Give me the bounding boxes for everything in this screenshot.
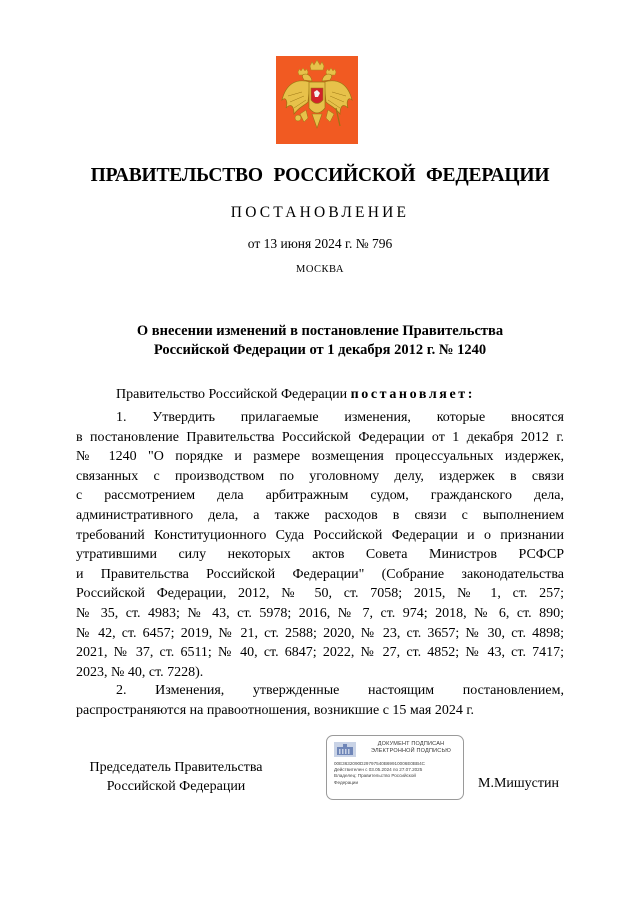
paragraph-line: в постановление Правительства Российской Федерации от 1 декабря 2012 г. <box>76 429 564 445</box>
stamp-title <box>361 741 461 755</box>
paragraph-line: утратившими силу некоторых актов Совета Министров РСФСР <box>76 547 564 563</box>
subject-line: О внесении изменений в постановление Правительства <box>136 323 504 339</box>
resolution-intro <box>116 387 475 403</box>
intro-resolves: постановляет: <box>350 387 475 402</box>
stamp-certificate: 00E3632090D29797540B69910006E0BB4C <box>334 761 425 766</box>
paragraph-line: № 42, ст. 6457; 2019, № 21, ст. 2588; 2020, № 23, ст. 3657; № 30, ст. 4898; <box>76 625 564 641</box>
intro-text: Правительство Российской Федерации <box>116 387 351 402</box>
paragraph-line: 2021, № 37, ст. 6511; № 40, ст. 6847; 2022, № 27, ст. 4852; № 43, ст. 7417; <box>76 645 564 661</box>
paragraph-line: 2023, № 40, ст. 7228). <box>76 664 204 680</box>
paragraph-line: требований Конституционного Суда Российской Федерации и о признании <box>76 527 564 543</box>
signatory-name: М.Мишустин <box>478 776 559 791</box>
paragraph-line: с рассмотрением дела арбитражным судом, гражданского дела, <box>76 488 564 504</box>
stamp-owner: Владелец: Правительство Российской <box>334 773 416 779</box>
stamp-details <box>334 761 460 786</box>
paragraph-2 <box>76 681 564 720</box>
stamp-owner: Федерации <box>334 779 359 785</box>
electronic-signature-stamp <box>326 735 464 800</box>
paragraph-line: и Правительства Российской Федерации" (Собрание законодательства <box>76 566 564 582</box>
paragraph-line: 2. Изменения, утвержденные настоящим постановлением, <box>116 683 564 698</box>
document-place: МОСКВА <box>296 264 344 275</box>
stamp-validity: Действителен с 03.05.2024 по 27.07.2025 <box>334 767 423 773</box>
document-subject <box>0 322 640 360</box>
coat-of-arms-icon <box>276 56 358 144</box>
paragraph-line: Российской Федерации, 2012, № 50, ст. 7058; 2015, № 1, ст. 257; <box>76 586 564 602</box>
stamp-title-line: ДОКУМЕНТ ПОДПИСАН <box>377 741 445 747</box>
paragraph-line: административного дела, а также расходов в связи с выполнением <box>76 507 564 523</box>
paragraph-line: связанных с производством по уголовному делу, издержек в связи <box>76 468 564 484</box>
signatory-position-line: Председатель Правительства <box>89 760 263 775</box>
paragraph-line: 1. Утвердить прилагаемые изменения, которые вносятся <box>116 410 564 425</box>
paragraph-line: № 35, ст. 4983; № 43, ст. 5978; 2016, № 7, ст. 974; 2018, № 6, ст. 890; <box>76 605 564 621</box>
building-icon <box>334 742 356 757</box>
paragraph-1 <box>76 408 564 682</box>
subject-line: Российской Федерации от 1 декабря 2012 г. № 1240 <box>153 342 487 358</box>
paragraph-line: распространяются на правоотношения, возникшие с 15 мая 2024 г. <box>76 702 475 718</box>
document-date-number: от 13 июня 2024 г. № 796 <box>247 236 393 251</box>
document-type: ПОСТАНОВЛЕНИЕ <box>230 204 410 221</box>
signatory-position-line: Российской Федерации <box>106 779 246 794</box>
government-title: ПРАВИТЕЛЬСТВО РОССИЙСКОЙ ФЕДЕРАЦИИ <box>90 165 550 186</box>
signatory-position <box>78 758 274 796</box>
paragraph-line: № 1240 "О порядке и размере возмещения процессуальных издержек, <box>76 449 564 465</box>
stamp-title-line: ЭЛЕКТРОННОЙ ПОДПИСЬЮ <box>370 747 452 754</box>
